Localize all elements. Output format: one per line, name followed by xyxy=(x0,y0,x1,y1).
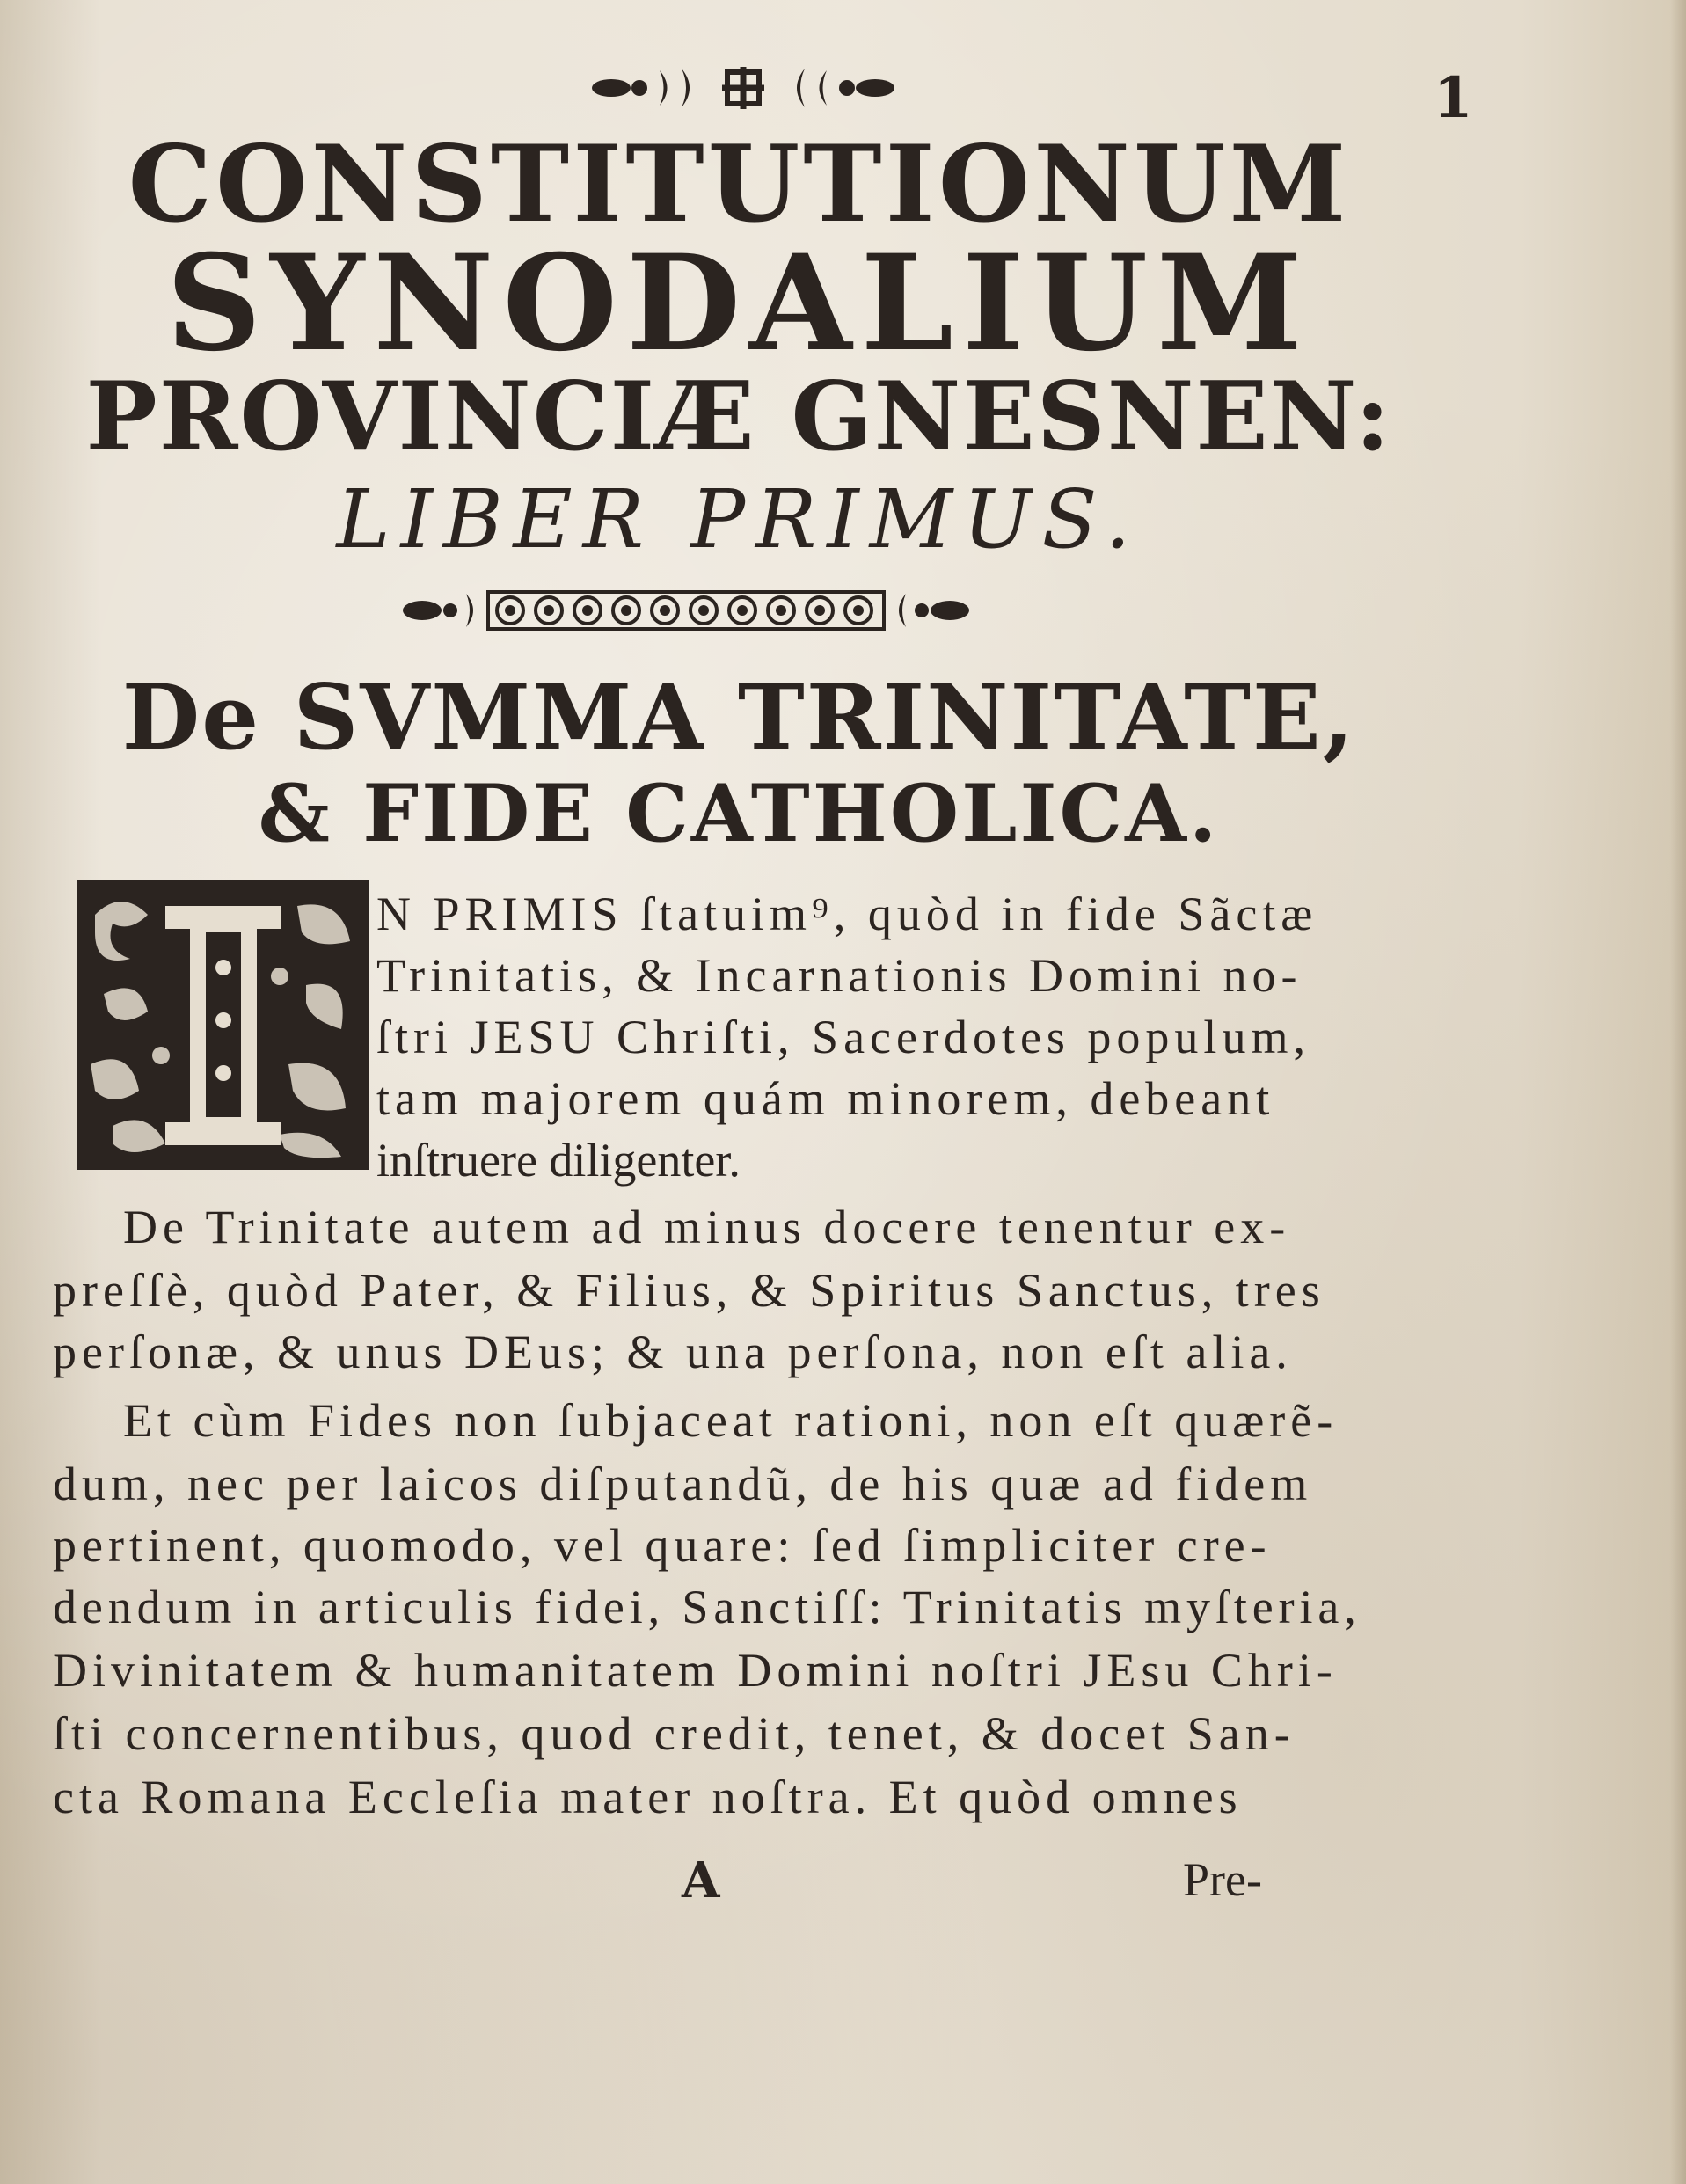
body-text-line: pertinent, quomodo, vel quare: ſed ſimpliciter cre- xyxy=(53,1519,1272,1572)
body-text-line: Trinitatis, & Incarnationis Domini no- xyxy=(376,949,1303,1002)
section-title-line-1: De SVMMA TRINITATE, xyxy=(121,665,1356,771)
body-text-line: tam majorem quám minorem, debeant xyxy=(376,1072,1275,1125)
body-text-line: dum, nec per laicos diſputandũ, de his quæ ad fidem xyxy=(53,1457,1313,1510)
page-edge-shadow xyxy=(1670,0,1686,2184)
drop-cap-initial-icon xyxy=(77,880,369,1170)
body-text-line: De Trinitate autem ad minus docere tenentur ex- xyxy=(123,1201,1291,1253)
body-text-line: N PRIMIS ſtatuim⁹, quòd in fide Sãctæ xyxy=(376,887,1318,940)
body-text-line: cta Romana Eccleſia mater noſtra. Et quòd omnes xyxy=(53,1771,1243,1823)
heading-line-4: LIBER PRIMUS. xyxy=(336,472,1142,566)
body-text-line: inſtruere diligenter. xyxy=(376,1134,741,1187)
page-number: 1 xyxy=(1434,65,1473,131)
heading-line-3: PROVINCIÆ GNESNEN: xyxy=(85,362,1392,472)
heading-line-1: CONSTITUTIONUM xyxy=(128,122,1350,246)
body-text-line: perſonæ, & unus DEus; & una perſona, non eſt alia. xyxy=(53,1326,1293,1378)
body-text-line: ſtri JESU Chriſti, Sacerdotes populum, xyxy=(376,1011,1310,1063)
body-text-line: preſſè, quòd Pater, & Filius, & Spiritus Sanctus, tres xyxy=(53,1264,1325,1317)
heading-line-2: SYNODALIUM xyxy=(165,226,1312,381)
body-text-line: Et cùm Fides non ſubjaceat rationi, non eſt quærẽ- xyxy=(123,1394,1339,1447)
divider-ornament-icon xyxy=(396,585,976,636)
body-text-line: Divinitatem & humanitatem Domini noſtri JEsu Chri- xyxy=(53,1644,1338,1697)
top-ornament-icon xyxy=(576,62,910,114)
body-text-line: dendum in articulis fidei, Sanctiſſ: Trinitatis myſteria, xyxy=(53,1581,1361,1633)
signature-mark: A xyxy=(682,1852,720,1910)
section-title-line-2: & FIDE CATHOLICA. xyxy=(258,767,1220,860)
body-text-line: ſti concernentibus, quod credit, tenet, & docet San- xyxy=(53,1707,1296,1760)
catchword: Pre- xyxy=(1183,1853,1262,1906)
